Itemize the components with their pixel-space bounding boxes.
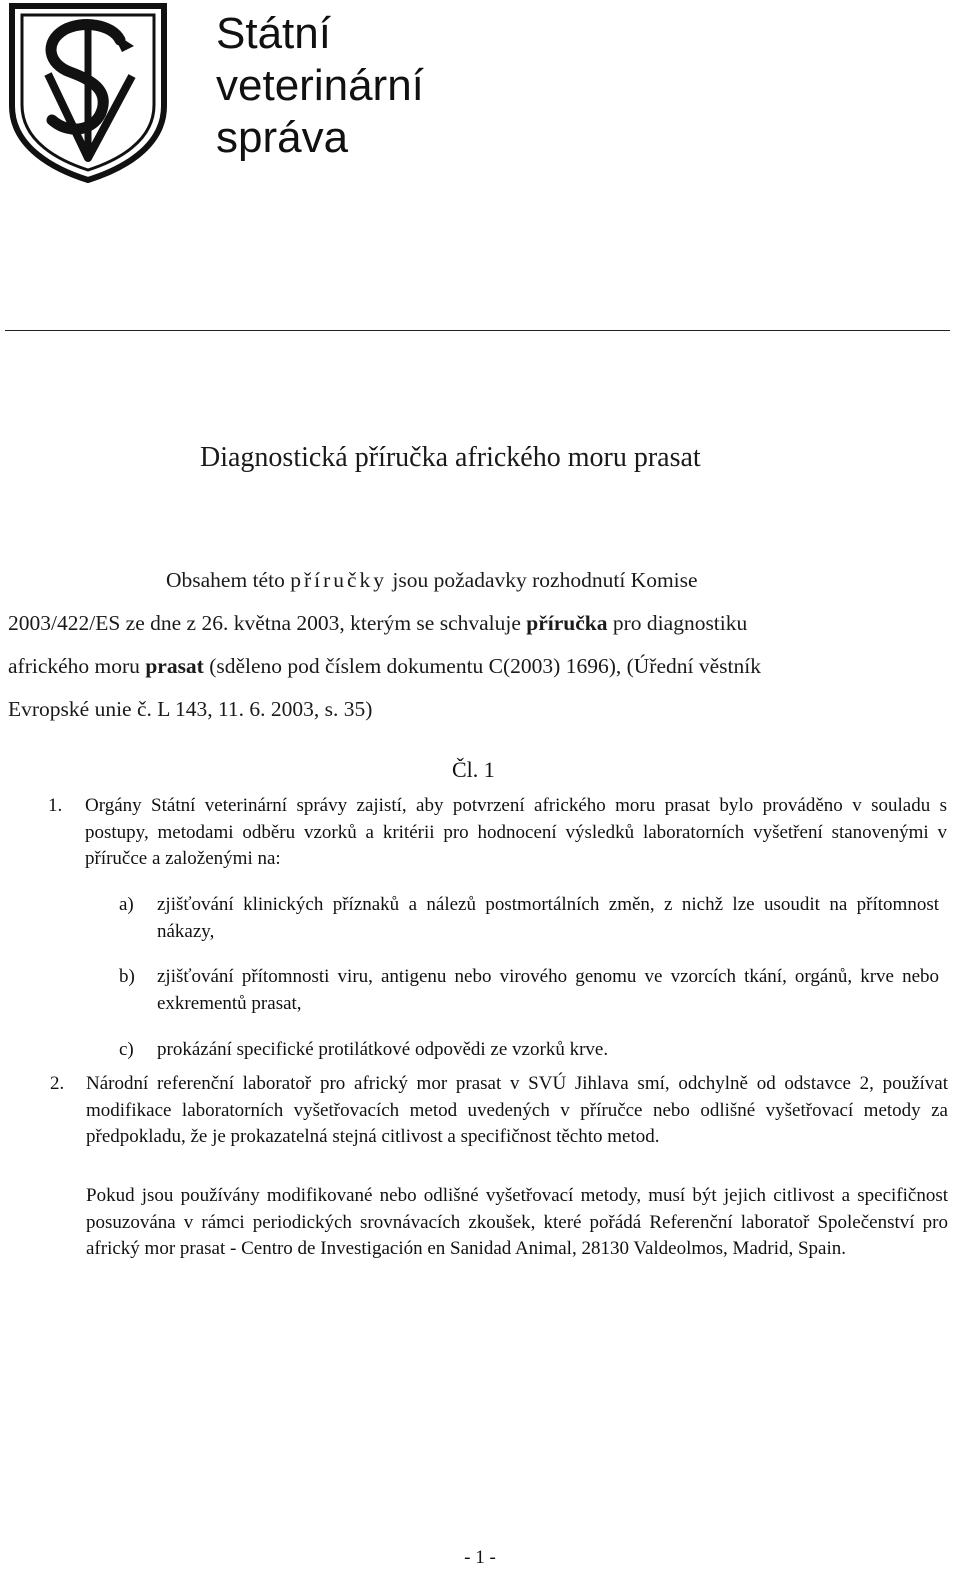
page-number: - 1 - [464, 1547, 496, 1568]
header-divider [5, 330, 950, 331]
intro-emphasis: příručka [526, 611, 608, 635]
paragraph-2: Národní referenční laboratoř pro africký mor prasat v SVÚ Jihlava smí, odchylně od odstavce 2, používat modifikace laboratorních vyšetřovacích metod uvedených v příručce nebo odlišné vyšetřovací metody za předpokladu, že je prokazatelná stejná citlivost a specifičnost těchto metod. [86, 1073, 948, 1147]
paragraph-1: Orgány Státní veterinární správy zajistí, aby potvrzení afrického moru prasat bylo prováděno v souladu s postupy, metodami odběru vzorků a kritérii pro hodnocení výsledků laboratorních vyšetření stanovenými v příručce a založenými na: [85, 795, 947, 869]
intro-text: Obsahem této [166, 568, 285, 592]
intro-text: (sděleno pod číslem dokumentu C(2003) 1696), (Úřední věstník [209, 654, 761, 678]
paragraph-3: Pokud jsou používány modifikované nebo odlišné vyšetřovací metody, musí být jejich citlivost a specifičnost posuzována v rámci periodických srovnávacích zkoušek, které pořádá Referenční laboratoř Společenství pro africký mor prasat - Centro de Investigación en Sanidad Animal, 28130 Valdeolmos, Madrid, Spain. [86, 1185, 948, 1259]
agency-name-line: Státní [216, 9, 331, 58]
paragraph-number: 1. [48, 795, 63, 816]
intro-line [8, 695, 372, 723]
intro-text: Evropské unie č. L 143, 11. 6. 2003, s. 35) [8, 697, 373, 721]
intro-text: 2003/422/ES ze dne z 26. května 2003, kterým se schvaluje [8, 611, 521, 635]
article-heading: Čl. 1 [452, 757, 495, 782]
svs-shield-snake-logo-icon [8, 2, 168, 184]
svs-logo [8, 2, 168, 184]
intro-text: jsou požadavky rozhodnutí Komise [392, 568, 698, 592]
intro-emphasis: příručky [290, 568, 388, 592]
intro-line [166, 566, 698, 594]
intro-emphasis: prasat [145, 654, 204, 678]
agency-name [216, 8, 424, 164]
intro-line [8, 609, 747, 637]
list-item: prokázání specifické protilátkové odpovědi ze vzorků krve. [157, 1039, 609, 1060]
paragraph-number: 2. [50, 1073, 65, 1094]
list-label: a) [119, 894, 134, 915]
list-label: c) [119, 1039, 134, 1060]
document-title: Diagnostická příručka afrického moru prasat [200, 442, 701, 473]
agency-name-line: veterinární [216, 61, 424, 110]
list-item: zjišťování přítomnosti viru, antigenu nebo virového genomu ve vzorcích tkání, orgánů, krve nebo exkrementů prasat, [157, 966, 939, 1014]
intro-text: afrického moru [8, 654, 140, 678]
agency-name-line: správa [216, 113, 349, 162]
list-label: b) [119, 966, 135, 987]
list-item: zjišťování klinických příznaků a nálezů postmortálních změn, z nichž lze usoudit na přítomnost nákazy, [157, 894, 939, 942]
intro-line [8, 652, 761, 680]
intro-text: pro diagnostiku [612, 611, 748, 635]
